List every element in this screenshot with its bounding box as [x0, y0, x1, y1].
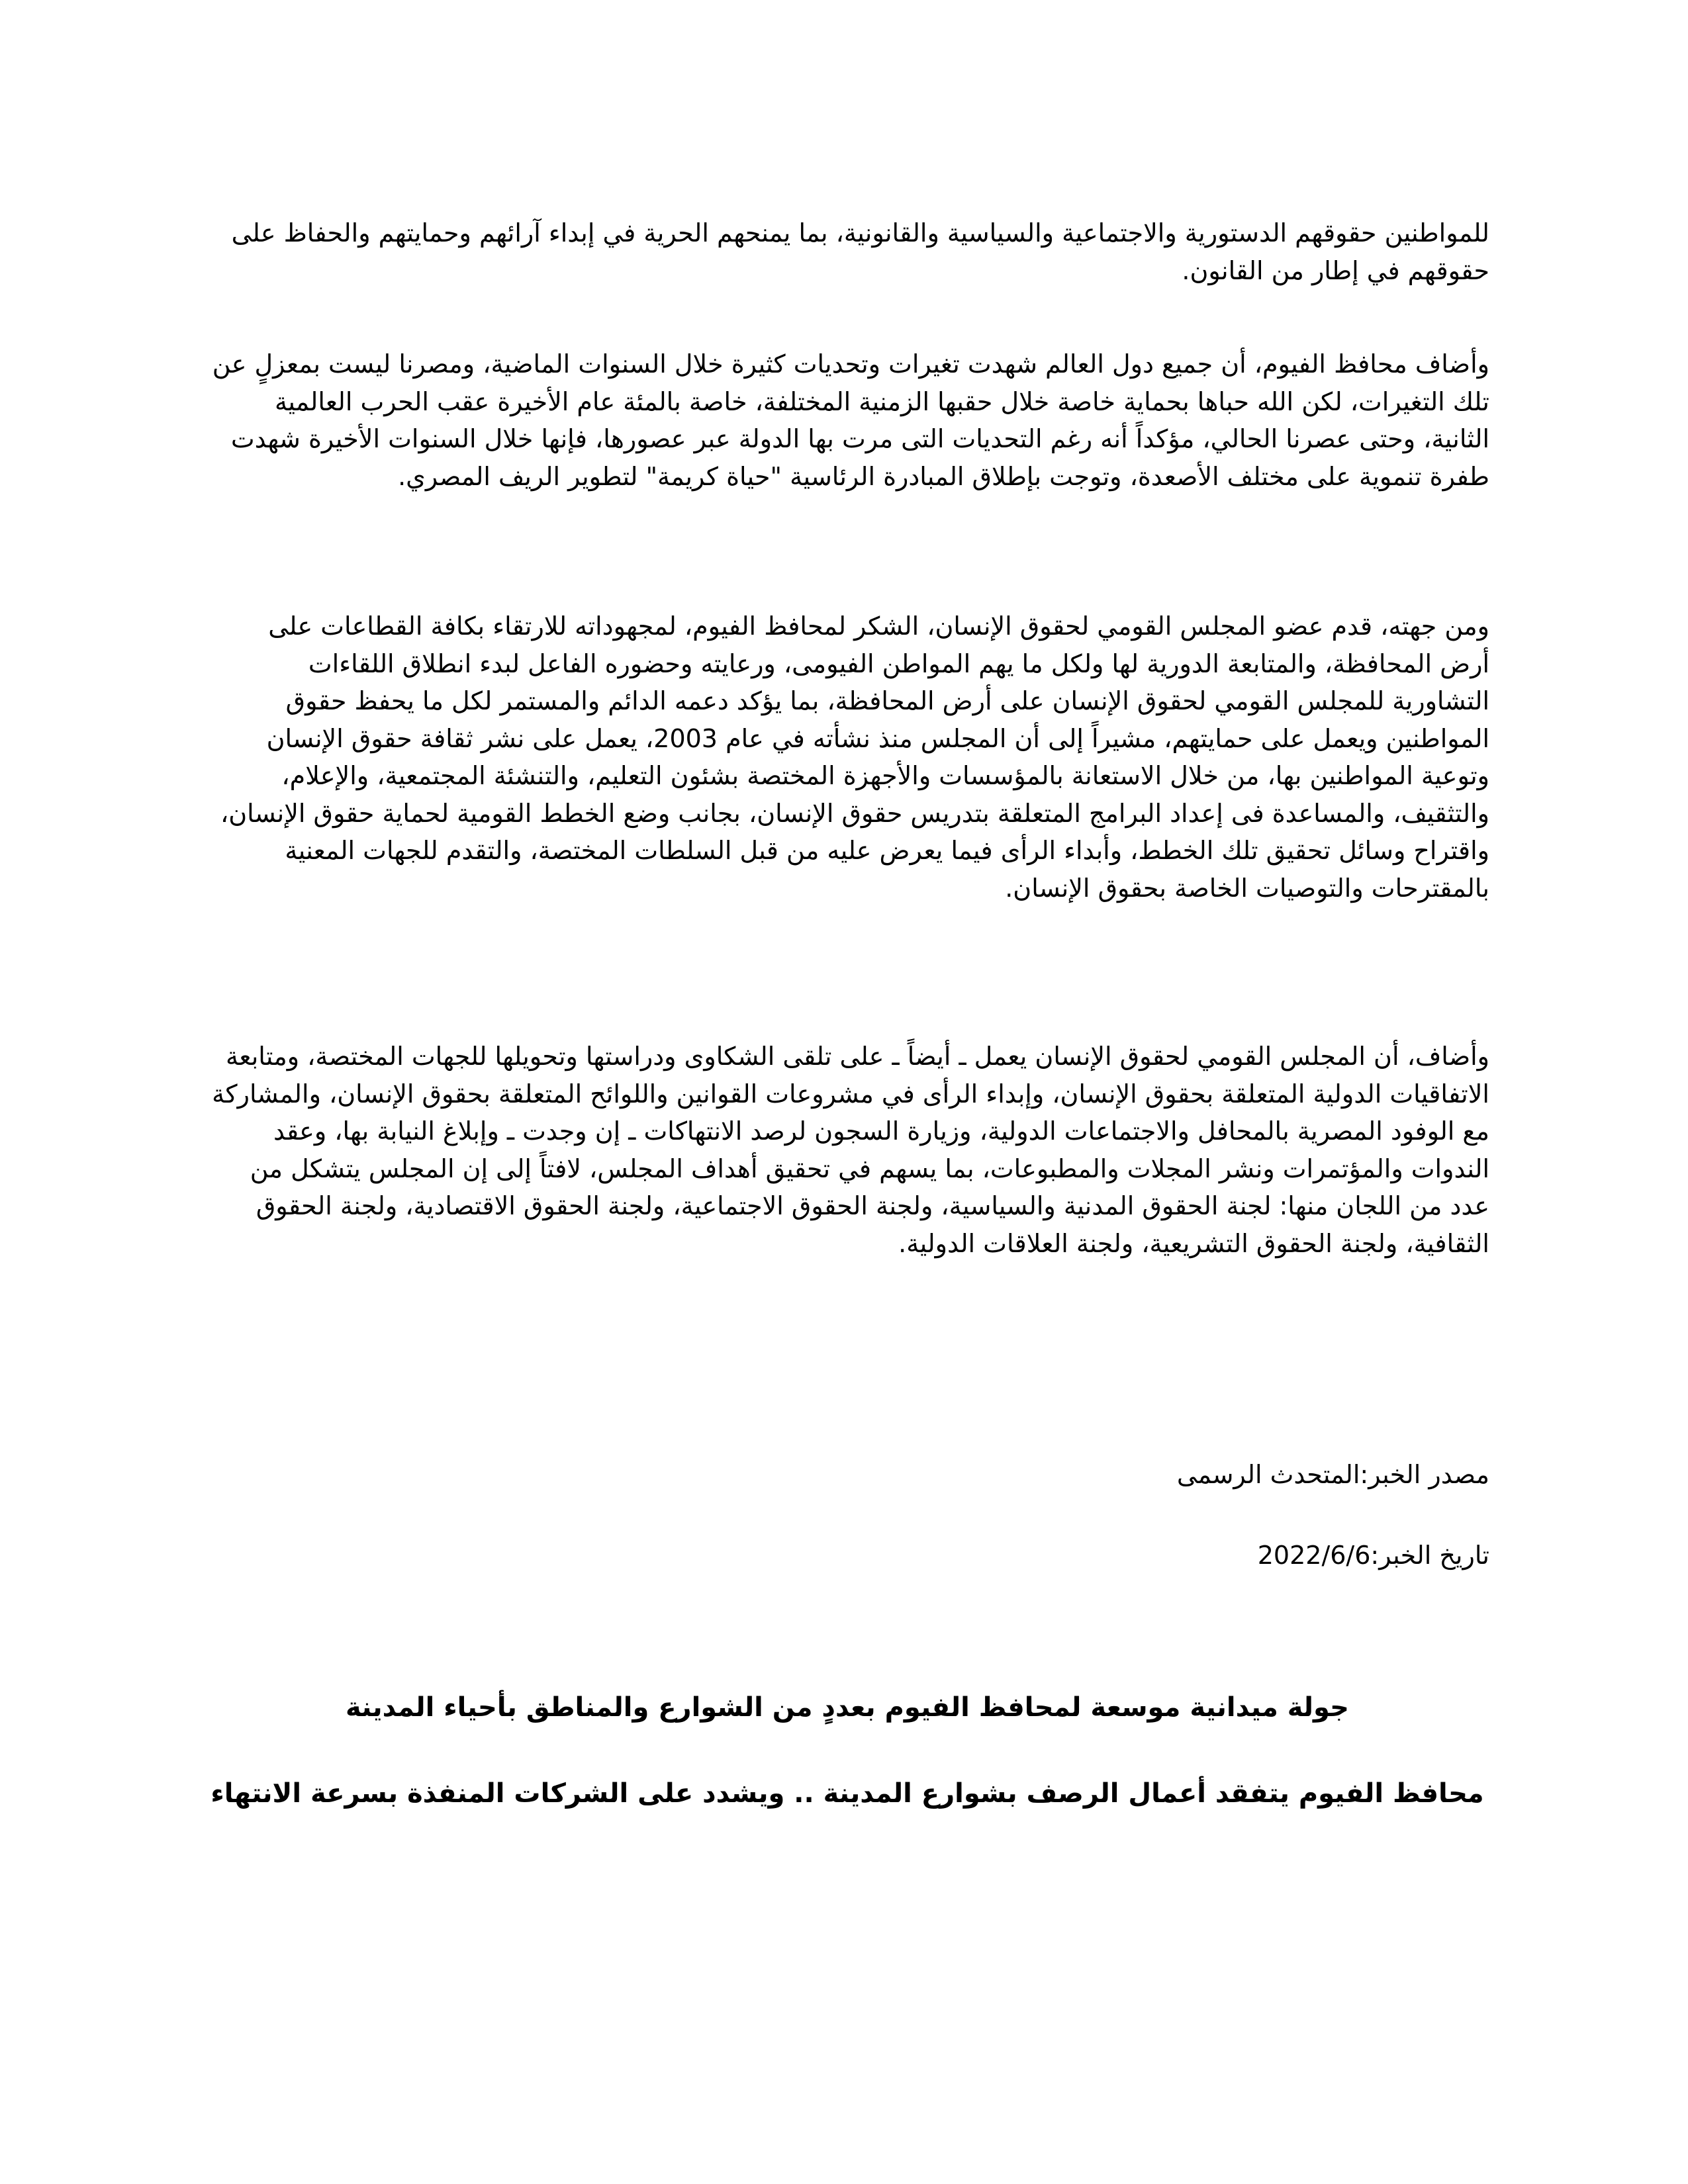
news-source-line: مصدر الخبر:المتحدث الرسمى — [1176, 1460, 1489, 1489]
news-date-line: تاريخ الخبر:2022/6/6 — [1257, 1541, 1489, 1570]
headline-field-tour: جولة ميدانية موسعة لمحافظ الفيوم بعددٍ من الشوارع والمناطق بأحياء المدينة — [346, 1692, 1349, 1723]
paragraph-governor-statement: وأضاف محافظ الفيوم، أن جميع دول العالم شهدت تغيرات وتحديات كثيرة خلال السنوات الماضية، ومصرنا ليست بمعزلٍ عن تلك التغيرات، لكن الله حباها بحماية خاصة خلال حقبها الزمنية المختلفة، خاصة بالمئة عام الأخيرة عقب الحرب العالمية الثانية، وحتى عصرنا الحالي، مؤكداً أنه رغم التحديات التى مرت بها الدولة عبر عصورها، فإنها خلال السنوات الأخيرة شهدت طفرة تنموية على مختلف الأصعدة، وتوجت بإطلاق المبادرة الرئاسية "حياة كريمة" لتطوير الريف المصري. — [212, 349, 1489, 491]
paragraph-council-duties: وأضاف، أن المجلس القومي لحقوق الإنسان يعمل ـ أيضاً ـ على تلقى الشكاوى ودراستها وتحويلها للجهات المختصة، ومتابعة الاتفاقيات الدولية المتعلقة بحقوق الإنسان، وإبداء الرأى في مشروعات القوانين واللوائح المتعلقة بحقوق الإنسان، والمشاركة مع الوفود المصرية بالمحافل والاجتماعات الدولية، وزيارة السجون لرصد الانتهاكات ـ إن وجدت ـ وإبلاغ النيابة بها، وعقد الندوات والمؤتمرات ونشر المجلات والمطبوعات، بما يسهم في تحقيق أهداف المجلس، لافتاً إلى إن المجلس يتشكل من عدد من اللجان منها: لجنة الحقوق المدنية والسياسية، ولجنة الحقوق الاجتماعية، ولجنة الحقوق الاقتصادية، ولجنة الحقوق الثقافية، ولجنة الحقوق التشريعية، ولجنة العلاقات الدولية. — [212, 1042, 1489, 1258]
paragraph-rights-intro: للمواطنين حقوقهم الدستورية والاجتماعية والسياسية والقانونية، بما يمنحهم الحرية في إبداء آرائهم وحمايتهم والحفاظ على حقوقهم في إطار من القانون. — [231, 218, 1489, 285]
headline-paving-inspection: محافظ الفيوم يتفقد أعمال الرصف بشوارع المدينة .. ويشدد على الشركات المنفذة بسرعة الانتهاء — [211, 1778, 1484, 1809]
paragraph-council-member-thanks: ومن جهته، قدم عضو المجلس القومي لحقوق الإنسان، الشكر لمحافظ الفيوم، لمجهوداته للارتقاء بكافة القطاعات على أرض المحافظة، والمتابعة الدورية لها ولكل ما يهم المواطن الفيومى، ورعايته وحضوره الفاعل لبدء انطلاق اللقاءات التشاورية للمجلس القومي لحقوق الإنسان على أرض المحافظة، بما يؤكد دعمه الدائم والمستمر لكل ما يحفظ حقوق المواطنين ويعمل على حمايتهم، مشيراً إلى أن المجلس منذ نشأته في عام 2003، يعمل على نشر ثقافة حقوق الإنسان وتوعية المواطنين بها، من خلال الاستعانة بالمؤسسات والأجهزة المختصة بشئون التعليم، والتنشئة المجتمعية، والإعلام، والتثقيف، والمساعدة فى إعداد البرامج المتعلقة بتدريس حقوق الإنسان، بجانب وضع الخطط القومية لحماية حقوق الإنسان، واقتراح وسائل تحقيق تلك الخطط، وأبداء الرأى فيما يعرض عليه من قبل السلطات المختصة، والتقدم للجهات المعنية بالمقترحات والتوصيات الخاصة بحقوق الإنسان. — [220, 612, 1489, 903]
